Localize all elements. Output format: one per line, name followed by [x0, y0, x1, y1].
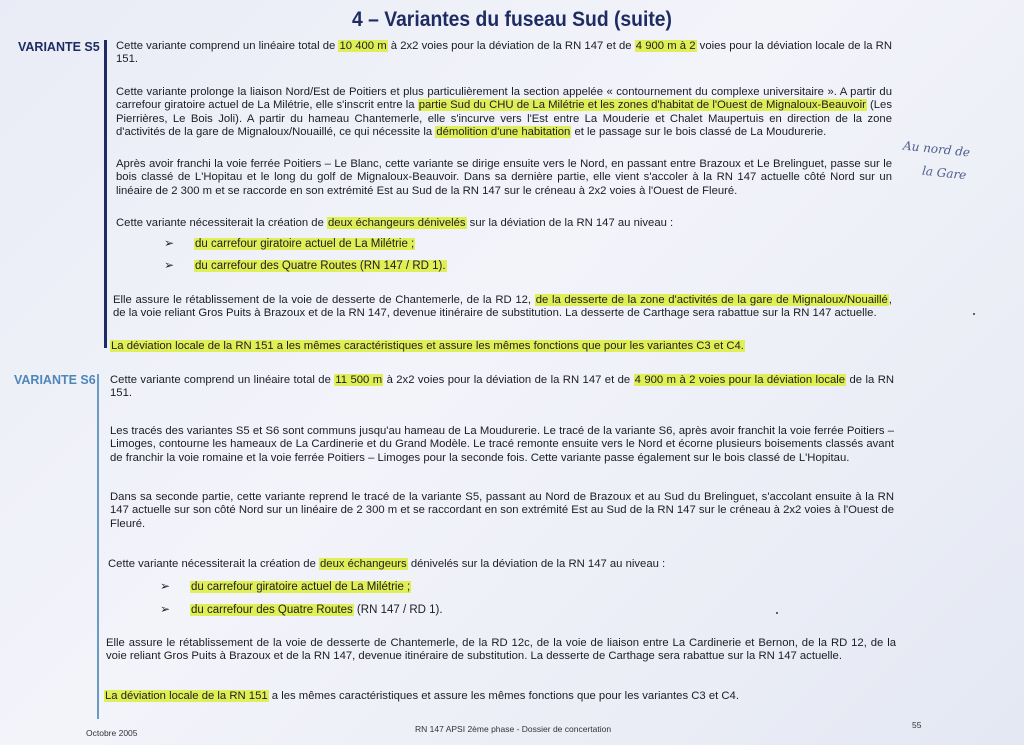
s6-margin-bar: [97, 374, 99, 719]
s5-margin-bar: [104, 40, 107, 348]
s5-paragraph-1: Cette variante comprend un linéaire total de 10 400 m à 2x2 voies pour la déviation de la RN 147 et de 4 900 m à 2 voies pour la déviation locale de la RN 151.: [116, 40, 892, 66]
highlight: deux échangeurs: [320, 558, 407, 570]
bullet-arrow-icon: ➢: [164, 236, 175, 250]
highlight: 4 900 m à 2 voies pour la déviation locale: [634, 374, 846, 386]
handwritten-note-line-1: Au nord de: [902, 138, 971, 160]
s5-bullet-1: du carrefour giratoire actuel de La Milétrie ;: [195, 238, 415, 250]
s5-paragraph-2: Cette variante prolonge la liaison Nord/Est de Poitiers et plus particulièrement la section appelée « contournement du complexe universitaire ». A partir du carrefour giratoire actuel de La Milétrie, elle s'inscrit entre la partie Sud du CHU de La Milétrie et les zones d'habitat de l'Ouest de Mignaloux-Beauvoir (Les Pierrières, Le Bois Joli). A partir du hameau Chantemerle, elle s'incurve vers l'Est entre La Mouderie et Chalet Maupertuis en direction de la zone d'activités de la gare de Mignaloux/Nouaillé, ce qui nécessite la démolition d'une habitation et le passage sur le bois classé de La Moudurerie.: [116, 86, 892, 138]
highlight: La déviation locale de la RN 151: [105, 690, 268, 702]
highlight: partie Sud du CHU de La Milétrie et les zones d'habitat de l'Ouest de Mignaloux-Beauvoir: [418, 99, 866, 112]
highlight: La déviation locale de la RN 151 a les mêmes caractéristiques et assure les mêmes fonctions que pour les variantes C3 et C4.: [111, 340, 744, 352]
s6-paragraph-1: Cette variante comprend un linéaire total de 11 500 m à 2x2 voies pour la déviation de la RN 147 et de 4 900 m à 2 voies pour la déviation locale de la RN 151.: [110, 374, 895, 400]
s6-paragraph-3: Dans sa seconde partie, cette variante reprend le tracé de la variante S5, passant au Nord de Brazoux et au Sud du Brelinguet, s'accolant ensuite à la RN 147 actuelle sur son côté Nord sur un linéaire de 2 300 m et se raccordant en son extrémité Est au Sud de la RN 147 sur le créneau à 2x2 voies à l'Ouest de Fleuré.: [110, 491, 894, 530]
s5-bullet-2: du carrefour des Quatre Routes (RN 147 / RD 1).: [195, 260, 446, 272]
bullet-arrow-icon: ➢: [160, 602, 171, 616]
highlight: de la desserte de la zone d'activités de la gare de Mignaloux/Nouaillé: [535, 294, 888, 306]
s6-paragraph-6: La déviation locale de la RN 151 a les mêmes caractéristiques et assure les mêmes fonctions que pour les variantes C3 et C4.: [105, 690, 739, 702]
bullet-arrow-icon: ➢: [164, 258, 175, 272]
highlight: deux échangeurs dénivelés: [328, 217, 466, 229]
variante-s6-label: VARIANTE S6: [14, 373, 96, 387]
footer-page-number: 55: [912, 720, 922, 730]
highlight: 10 400 m: [339, 40, 387, 52]
bullet-arrow-icon: ➢: [160, 579, 171, 593]
footer-date: Octobre 2005: [86, 728, 138, 738]
s6-paragraph-5: Elle assure le rétablissement de la voie de desserte de Chantemerle, de la RD 12c, de la voie de liaison entre La Cardinerie et Bernon, de la RD 12, de la voie reliant Gros Puits à Brazoux et de la RN 147, devenue itinéraire de substitution. La desserte de Carthage sera rabattue sur la RN 147 actuelle.: [106, 637, 896, 663]
variante-s5-label: VARIANTE S5: [18, 40, 100, 54]
s6-bullet-2: du carrefour des Quatre Routes (RN 147 / RD 1).: [191, 604, 443, 616]
s6-bullet-1: du carrefour giratoire actuel de La Milétrie ;: [191, 581, 411, 593]
s5-paragraph-3: Après avoir franchi la voie ferrée Poitiers – Le Blanc, cette variante se dirige ensuite vers le Nord, en passant entre Brazoux et Le Brelinguet, passe sur le bois classé de L'Hopitau et le long du golf de Mignaloux-Beauvoir. Dans sa dernière partie, elle vient s'accoler à la RN 147 actuelle côté Nord sur un linéaire de 2 300 m et se raccorde en son extrémité Est au Sud de la RN 147 sur le créneau à 2x2 voies à l'Ouest de Fleuré.: [116, 158, 892, 197]
handwritten-note-line-2: la Gare: [921, 163, 968, 183]
s5-paragraph-4: Cette variante nécessiterait la création de deux échangeurs dénivelés sur la déviation de la RN 147 au niveau :: [116, 217, 674, 229]
s5-paragraph-5: Elle assure le rétablissement de la voie de desserte de Chantemerle, de la RD 12, de la desserte de la zone d'activités de la gare de Mignaloux/Nouaillé, de la voie reliant Gros Puits à Brazoux et de la RN 147, devenue itinéraire de substitution. La desserte de Carthage sera rabattue sur la RN 147 actuelle.: [113, 294, 892, 320]
highlight: démolition d'une habitation: [436, 125, 571, 138]
s6-paragraph-2: Les tracés des variantes S5 et S6 sont communs jusqu'au hameau de La Moudurerie. Le tracé de la variante S6, après avoir franchit la voie ferrée Poitiers – Limoges, contourne les hameaux de La Cardinerie et du Grand Modèle. Le tracé remonte ensuite vers le Nord et écorne plusieurs boisements classés avant de franchir la voie romaine et la voie ferrée Poitiers – Limoges pour la seconde fois. Cette variante passe également sur le bois classé de L'Hopitau.: [110, 425, 894, 464]
footer-document-title: RN 147 APSI 2ème phase - Dossier de concertation: [415, 724, 612, 734]
s5-paragraph-6: [110, 340, 870, 353]
highlight: 11 500 m: [335, 374, 383, 386]
s6-paragraph-4: Cette variante nécessiterait la création de deux échangeurs dénivelés sur la déviation de la RN 147 au niveau :: [108, 558, 666, 570]
ink-speck: [776, 612, 778, 614]
highlight: 4 900 m à 2: [635, 40, 696, 52]
ink-speck: [973, 313, 975, 315]
page-title: 4 – Variantes du fuseau Sud (suite): [352, 8, 672, 31]
